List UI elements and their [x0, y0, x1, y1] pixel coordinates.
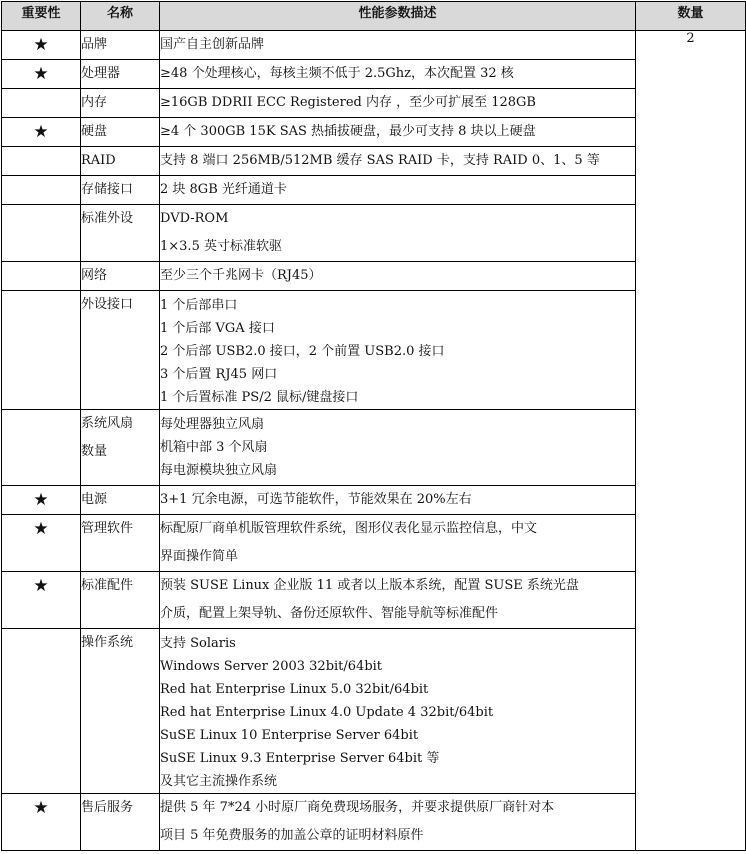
item-name-cell — [81, 629, 160, 794]
description-line: Red hat Enterprise Linux 4.0 Update 4 32bit/64bit — [160, 705, 494, 720]
item-name-cell — [81, 794, 160, 851]
description-line: 1 个后部串口 — [160, 298, 238, 313]
item-name-cell — [81, 89, 160, 118]
importance-cell — [2, 205, 81, 262]
description-line: 支持 Solaris — [160, 636, 236, 651]
quantity-value: 2 — [686, 31, 695, 46]
description-line: 支持 8 端口 256MB/512MB 缓存 SAS RAID 卡，支持 RAID 0、1、5 等 — [160, 153, 600, 168]
description-line: 界面操作简单 — [160, 549, 239, 564]
description-line: 提供 5 年 7*24 小时原厂商免费现场服务，并要求提供原厂商针对本 — [160, 800, 555, 815]
item-name-cell — [81, 147, 160, 176]
spec-row — [2, 176, 746, 205]
spec-row — [2, 794, 746, 851]
description-line: 每电源模块独立风扇 — [160, 463, 278, 478]
importance-cell — [2, 89, 81, 118]
item-name: 存储接口 — [81, 182, 134, 197]
header-row — [2, 2, 746, 31]
item-name: 管理软件 — [81, 521, 134, 536]
item-name: 电源 — [81, 492, 108, 507]
item-description-cell — [160, 629, 636, 794]
item-description-cell — [160, 486, 636, 515]
spec-row — [2, 515, 746, 572]
description-line: 及其它主流操作系统 — [160, 774, 278, 789]
item-description-cell — [160, 147, 636, 176]
importance-cell — [2, 176, 81, 205]
star-icon: ★ — [33, 64, 49, 84]
spec-table — [1, 1, 746, 851]
item-description-cell — [160, 515, 636, 572]
description-line: 2 个后部 USB2.0 接口，2 个前置 USB2.0 接口 — [160, 344, 445, 359]
item-name-cell — [81, 60, 160, 89]
item-description-cell — [160, 31, 636, 60]
item-name: 操作系统 — [81, 635, 134, 650]
item-name: 品牌 — [81, 37, 108, 52]
item-name: 网络 — [81, 268, 108, 283]
importance-cell — [2, 486, 81, 515]
item-name: 内存 — [81, 95, 108, 110]
header-importance: 重要性 — [2, 2, 81, 31]
item-description-cell — [160, 89, 636, 118]
item-description-cell — [160, 410, 636, 486]
importance-cell — [2, 60, 81, 89]
description-line: ≥48 个处理核心，每核主频不低于 2.5Ghz，本次配置 32 核 — [160, 66, 514, 81]
item-name: RAID — [81, 153, 116, 168]
item-name-cell — [81, 486, 160, 515]
description-line: 2 块 8GB 光纤通道卡 — [160, 182, 287, 197]
importance-cell — [2, 291, 81, 410]
description-line: 1×3.5 英寸标准软驱 — [160, 239, 282, 254]
importance-cell — [2, 147, 81, 176]
item-name: 处理器 — [81, 66, 121, 81]
item-name: 售后服务 — [81, 800, 134, 815]
description-line: Windows Server 2003 32bit/64bit — [160, 659, 383, 674]
description-line: 机箱中部 3 个风扇 — [160, 440, 268, 455]
spec-row — [2, 629, 746, 794]
description-line: 3+1 冗余电源，可选节能软件，节能效果在 20%左右 — [160, 492, 472, 507]
description-line: 1 个后部 VGA 接口 — [160, 321, 275, 336]
description-line: DVD-ROM — [160, 211, 229, 226]
header-quantity: 数量 — [636, 2, 746, 31]
spec-row — [2, 89, 746, 118]
description-line: 至少三个千兆网卡（RJ45） — [160, 268, 322, 283]
spec-row — [2, 486, 746, 515]
star-icon: ★ — [33, 576, 49, 596]
star-icon: ★ — [33, 490, 49, 510]
importance-cell — [2, 118, 81, 147]
spec-row — [2, 205, 746, 262]
importance-cell — [2, 629, 81, 794]
description-line: 1 个后置标准 PS/2 鼠标/键盘接口 — [160, 390, 359, 405]
header-description: 性能参数描述 — [160, 2, 636, 31]
spec-row — [2, 572, 746, 629]
item-description-cell — [160, 176, 636, 205]
item-name-cell — [81, 572, 160, 629]
spec-row — [2, 118, 746, 147]
item-description-cell — [160, 118, 636, 147]
item-description-cell — [160, 291, 636, 410]
item-name: 硬盘 — [81, 124, 108, 139]
spec-row — [2, 31, 746, 60]
item-description-cell — [160, 794, 636, 851]
item-name: 标准配件 — [81, 578, 134, 593]
importance-cell — [2, 410, 81, 486]
item-name-cell — [81, 176, 160, 205]
star-icon: ★ — [33, 122, 49, 142]
item-name-cell — [81, 205, 160, 262]
description-line: 介质，配置上架导轨、备份还原软件、智能导航等标准配件 — [160, 606, 499, 621]
item-name-cell — [81, 31, 160, 60]
spec-row — [2, 410, 746, 486]
spec-row — [2, 147, 746, 176]
description-line: 标配原厂商单机版管理软件系统，图形仪表化显示监控信息，中文 — [160, 521, 538, 536]
importance-cell — [2, 794, 81, 851]
item-description-cell — [160, 572, 636, 629]
item-description-cell — [160, 60, 636, 89]
item-name-cell — [81, 262, 160, 291]
importance-cell — [2, 262, 81, 291]
description-line: 项目 5 年免费服务的加盖公章的证明材料原件 — [160, 828, 424, 843]
item-name: 外设接口 — [81, 297, 134, 312]
description-line: 每处理器独立风扇 — [160, 417, 265, 432]
item-name-cell — [81, 515, 160, 572]
star-icon: ★ — [33, 519, 49, 539]
importance-cell — [2, 31, 81, 60]
header-name: 名称 — [81, 2, 160, 31]
importance-cell — [2, 572, 81, 629]
item-name: 标准外设 — [81, 211, 134, 226]
star-icon: ★ — [33, 35, 49, 55]
item-description-cell — [160, 205, 636, 262]
description-line: 3 个后置 RJ45 网口 — [160, 367, 278, 382]
star-icon: ★ — [33, 798, 49, 818]
description-line: ≥4 个 300GB 15K SAS 热插拔硬盘，最少可支持 8 块以上硬盘 — [160, 124, 536, 139]
item-name: 数量 — [81, 444, 108, 459]
description-line: 国产自主创新品牌 — [160, 37, 265, 52]
item-name: 系统风扇 — [81, 416, 134, 431]
item-description-cell — [160, 262, 636, 291]
description-line: SuSE Linux 9.3 Enterprise Server 64bit 等 — [160, 751, 440, 766]
quantity-cell — [636, 31, 746, 851]
spec-row — [2, 60, 746, 89]
item-name-cell — [81, 291, 160, 410]
spec-body — [2, 31, 746, 851]
spec-row — [2, 291, 746, 410]
item-name-cell — [81, 410, 160, 486]
description-line: 预装 SUSE Linux 企业版 11 或者以上版本系统，配置 SUSE 系统光盘 — [160, 578, 579, 593]
spec-row — [2, 262, 746, 291]
description-line: Red hat Enterprise Linux 5.0 32bit/64bit — [160, 682, 429, 697]
description-line: ≥16GB DDRII ECC Registered 内存 ，至少可扩展至 128GB — [160, 95, 536, 110]
importance-cell — [2, 515, 81, 572]
description-line: SuSE Linux 10 Enterprise Server 64bit — [160, 728, 419, 743]
item-name-cell — [81, 118, 160, 147]
